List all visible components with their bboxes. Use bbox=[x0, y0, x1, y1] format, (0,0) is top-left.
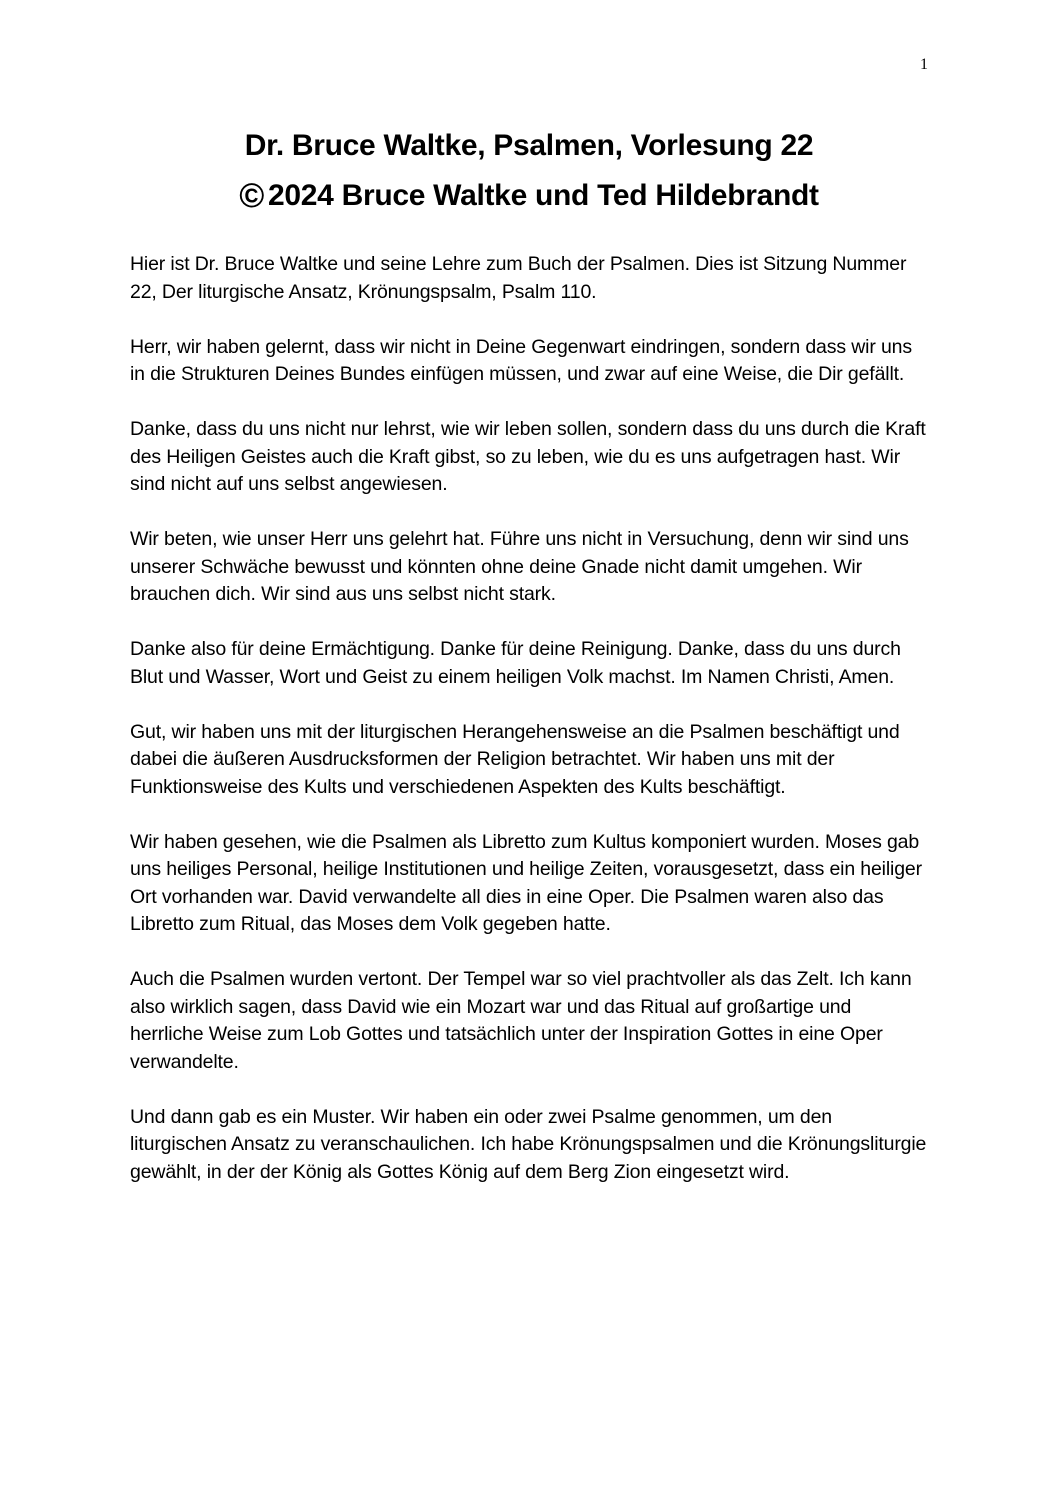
paragraph-prayer-3: Wir beten, wie unser Herr uns gelehrt hat. Führe uns nicht in Versuchung, denn wir sind uns unserer Schwäche bewusst und könnten ohne deine Gnade nicht damit umgehen. Wir brauchen dich. Wir sind aus uns selbst nicht stark. bbox=[130, 528, 909, 605]
title-line-1: Dr. Bruce Waltke, Psalmen, Vorlesung 22 bbox=[244, 129, 814, 162]
title-line-2-text: 2024 Bruce Waltke und Ted Hildebrandt bbox=[268, 179, 819, 212]
paragraph-prayer-2: Danke, dass du uns nicht nur lehrst, wie wir leben sollen, sondern dass du uns durch die Kraft des Heiligen Geistes auch die Kraft gibst, so zu leben, wie du es uns aufgetragen hast. Wir sind nicht auf uns selbst angewiesen. bbox=[130, 418, 926, 495]
page-number: 1 bbox=[920, 56, 928, 73]
title-line-2 bbox=[130, 171, 928, 221]
paragraph-prayer-1: Herr, wir haben gelernt, dass wir nicht in Deine Gegenwart eindringen, sondern dass wir uns in die Strukturen Deines Bundes einfügen müssen, und zwar auf eine Weise, die Dir gefällt. bbox=[130, 335, 912, 385]
paragraph-intro: Hier ist Dr. Bruce Waltke und seine Lehre zum Buch der Psalmen. Dies ist Sitzung Nummer 22, Der liturgische Ansatz, Krönungspsalm, Psalm 110. bbox=[130, 253, 907, 303]
paragraph-coronation: Und dann gab es ein Muster. Wir haben ein oder zwei Psalme genommen, um den liturgischen Ansatz zu veranschaulichen. Ich habe Krönungspsalmen und die Krönungsliturgie gewählt, in der der König als Gottes König auf dem Berg Zion eingesetzt wird. bbox=[130, 1105, 927, 1183]
paragraph-prayer-4: Danke also für deine Ermächtigung. Danke für deine Reinigung. Danke, dass du uns durch Blut und Wasser, Wort und Geist zu einem heiligen Volk machst. Im Namen Christi, Amen. bbox=[130, 638, 901, 688]
paragraph-temple-opera: Auch die Psalmen wurden vertont. Der Tempel war so viel prachtvoller als das Zelt. Ich kann also wirklich sagen, dass David wie ein Mozart war und das Ritual auf großartige und herrliche Weise zum Lob Gottes und tatsächlich unter der Inspiration Gottes in eine Oper verwandelte. bbox=[130, 968, 912, 1073]
copyright-icon: © bbox=[239, 177, 265, 215]
document-title bbox=[130, 121, 928, 221]
paragraph-libretto: Wir haben gesehen, wie die Psalmen als Libretto zum Kultus komponiert wurden. Moses gab uns heiliges Personal, heilige Institutionen und heilige Zeiten, vorausgesetzt, dass ein heiliger Ort vorhanden war. David verwandelte all dies in eine Oper. Die Psalmen waren also das Libretto zum Ritual, das Moses dem Volk gegeben hatte. bbox=[130, 830, 922, 935]
paragraph-liturgical-approach: Gut, wir haben uns mit der liturgischen Herangehensweise an die Psalmen beschäftigt und dabei die äußeren Ausdrucksformen der Religion betrachtet. Wir haben uns mit der Funktionsweise des Kults und verschiedenen Aspekten des Kults beschäftigt. bbox=[130, 720, 900, 798]
document-body bbox=[130, 251, 928, 1186]
